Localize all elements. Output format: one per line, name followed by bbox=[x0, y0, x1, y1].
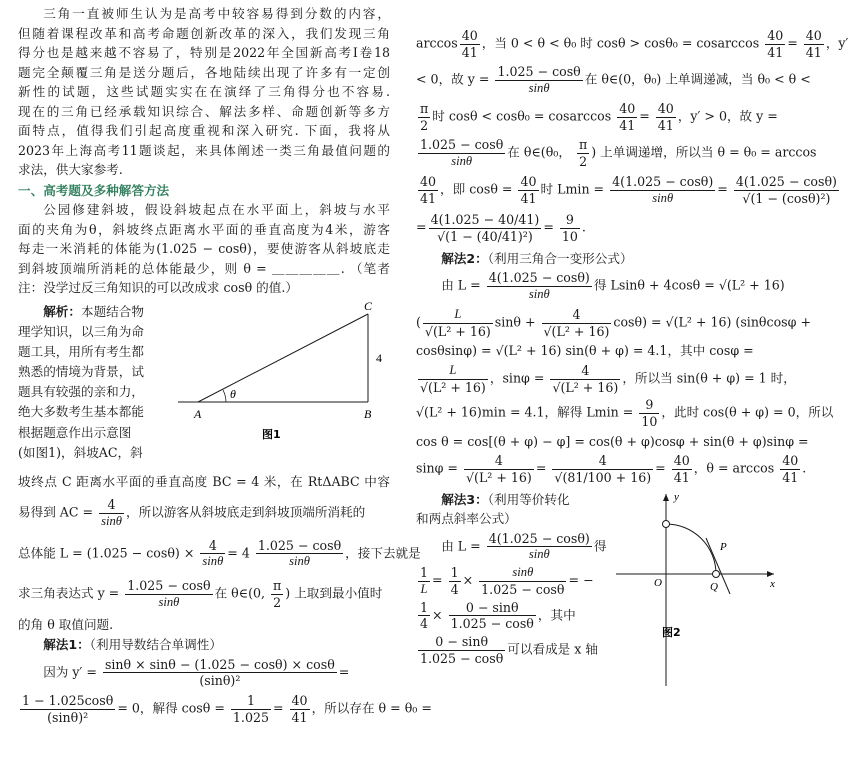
m2-line4: $\frac{L}{\text{√(L² + 16)}}$ ，sinφ = $\frac{4}{\text{√(L² + 16)}}$ ，所以当 sin(θ + φ) = 1 时， bbox=[420, 362, 796, 395]
intro-line: 2023年上海高考11题谈起，来具体阐述一类三角最值问题的 bbox=[18, 142, 390, 158]
problem-line: 公园修建斜坡，假设斜坡起点在水平面上，斜坡与水平 bbox=[43, 202, 390, 218]
figure-1-caption: 图1 bbox=[262, 427, 281, 441]
method1-title: 解法1：（利用导数结合单调性） bbox=[43, 637, 222, 653]
m2-line3: cosθsinφ) = √(L² + 16) sin(θ + φ) = 4.1，其中 cosφ = bbox=[416, 343, 754, 359]
intro-line: 求法，供大家参考. bbox=[18, 162, 123, 178]
analysis-line: 熟悉的情境为背景，试 bbox=[18, 364, 144, 380]
label-height: 4 bbox=[376, 350, 382, 365]
r3: $\frac{\pi}{2}$ 时 cosθ < cosθ₀ = cosarccos $\frac{40}{41}$ = $\frac{40}{41}$ ，y′ > 0，故 y = bbox=[420, 100, 778, 133]
analysis-line: (如图1)，斜坡AC，斜 bbox=[18, 444, 143, 460]
problem-line: 每走一米消耗的体能为(1.025 − cosθ)，要使游客从斜坡底走 bbox=[18, 241, 390, 257]
analysis-line: 理学知识，以三角为命 bbox=[18, 323, 144, 339]
r5: $\frac{40}{41}$ ，即 cosθ = $\frac{40}{41}$ 时 Lmin = $\frac{4(1.025 - \cos\theta)}{\sin\theta}$ = $\frac{4(1.025 - \cos\theta)}{\text{√(1 − (cosθ)²)}}$ bbox=[420, 173, 837, 206]
label-A: A bbox=[194, 406, 202, 421]
intro-line: 题完全颠覆三角是送分题后，各地陆续出现了许多有一定创 bbox=[18, 64, 390, 80]
analysis-line: 绝大多数考生基本都能 bbox=[18, 404, 144, 420]
label-y: y bbox=[674, 490, 679, 503]
x-arrow bbox=[767, 571, 774, 577]
ask-end: 的角 θ 取值问题. bbox=[18, 616, 114, 632]
problem-line: 到斜坡顶端所消耗的总体能最少，则 θ = ＿＿＿＿＿. （笔者 bbox=[18, 260, 390, 276]
y-arrow bbox=[663, 494, 669, 501]
unit-circle-arc bbox=[666, 524, 716, 574]
method3-block: 解法3：（利用等价转化 和两点斜率公式） 由 L = $\frac{4(1.025 - \cos\theta)}{\sin\theta}$ 得 $\frac{1}{L}$ = $\frac{1}{4}$ × $\frac{\sin\theta}{1.025 - \cos\theta}$ = − $\frac{1}{4}$ × $\frac{0 - \sin\theta}{1.025 - \cos\theta}$ ，其中 $\frac{0 - \sin\theta}{1.025 - \cos\theta}$ 可以看成是 x 轴 y x O P Q 图2 bbox=[416, 490, 784, 690]
label-P: P bbox=[720, 540, 727, 553]
intro-paragraph bbox=[18, 0, 390, 180]
label-C: C bbox=[364, 298, 373, 313]
m2-line7: sinφ = $\frac{4}{\text{√(L² + 16)}}$ = $\frac{4}{√(81/100 + 16)}$ = $\frac{40}{41}$ ，θ = arccos $\frac{40}{41}$ . bbox=[416, 453, 807, 485]
r2: < 0，故 y = $\frac{1.025 - \cos\theta}{\sin\theta}$ 在 θ∈(0，θ₀) 上单调递减，当 θ₀ < θ < bbox=[416, 64, 811, 96]
r1: arccos $\frac{40}{41}$ ，当 0 < θ < θ₀ 时 cosθ > cosθ₀ = cosarccos $\frac{40}{41}$ = $\frac{40}{41}$ ，y′ bbox=[416, 28, 848, 60]
ac-line: 易得到 AC = $\frac{4}{\sin\theta}$ ，所以游客从斜坡底走到斜坡顶端所消耗的 bbox=[18, 497, 366, 528]
analysis-line: 题具有较强的亲和力， bbox=[18, 384, 144, 400]
problem-line: 面的夹角为θ，斜坡终点距离水平面的垂直高度为4米，游客 bbox=[18, 221, 390, 237]
point-Q bbox=[713, 570, 720, 577]
label-x: x bbox=[770, 577, 775, 590]
m2-line6: cos θ = cos[(θ + φ) − φ] = cos(θ + φ)cosφ + sin(θ + φ)sinφ = bbox=[416, 433, 809, 449]
intro-line: 但随着课程改革和高考命题创新改革的深入，我们发现三角 bbox=[18, 25, 390, 41]
intro-line: 三角一直被师生认为是高考中较容易得到分数的内容， bbox=[43, 6, 390, 21]
m2-line2: ( $\frac{L}{\text{√(L² + 16)}}$ sinθ + $\frac{4}{\text{√(L² + 16)}}$ cosθ) = √(L² + 16) (sinθcosφ + bbox=[416, 306, 811, 339]
analysis-line: 本题结合物 bbox=[80, 303, 144, 319]
solve-line: $\frac{1 - 1.025\cos\theta}{\text{(sinθ)²}}$ = 0，解得 cosθ = $\frac{1}{1.025}$ = $\frac{40}{41}$ ，所以存在 θ = θ₀ = bbox=[22, 693, 432, 725]
intro-line: 新性的试题，这些试题实实在在演绎了三角得分也不容易. bbox=[18, 84, 390, 100]
label-Q: Q bbox=[710, 580, 718, 593]
frac-4-over-sin: $\frac{4}{\sin\theta}$ bbox=[101, 497, 122, 528]
figure-1 bbox=[178, 300, 388, 450]
derivative-line: 因为 y′ = $\frac{\sin\theta \times \sin\theta - (1.025 - \cos\theta) \times \cos\theta}{\text{(sinθ)²}}$ = bbox=[43, 656, 350, 689]
para-bc: 坡终点 C 距离水平面的垂直高度 BC = 4 米，在 RtΔABC 中容 bbox=[18, 473, 390, 489]
right-column bbox=[416, 28, 848, 690]
analysis-line: 根据题意作出示意图 bbox=[18, 424, 132, 440]
section-heading: 一、高考题及多种解答方法 bbox=[18, 182, 170, 198]
method2-title: 解法2：（利用三角合一变形公式） bbox=[441, 250, 633, 266]
problem-paragraph bbox=[18, 200, 390, 298]
left-column bbox=[18, 0, 432, 726]
label-theta: θ bbox=[230, 386, 236, 401]
intro-line: 面特点，值得我们引起高度重视和深入研究. 下面，我将从 bbox=[18, 123, 390, 139]
figure-2 bbox=[606, 486, 782, 696]
problem-line: 注：没学过反三角知识的可以改成求 cosθ 的值.） bbox=[18, 280, 298, 296]
analysis-block bbox=[18, 298, 390, 470]
r6: = $\frac{4(1.025 - 40/41)}{\text{√(1 − (40/41)²)}}$ = $\frac{9}{10}$ . bbox=[416, 212, 586, 245]
intro-line: 得分也是越来越不容易了，特别是2022年全国新高考Ⅰ卷18 bbox=[18, 45, 390, 61]
ask-line: 求三角表达式 y = $\frac{1.025 - \cos\theta}{\sin\theta}$ 在 θ∈(0, $\frac{\pi}{2}$ ) 上取到最小值时 bbox=[18, 578, 383, 610]
analysis-label: 解析： bbox=[43, 303, 81, 319]
r4: $\frac{1.025 - \cos\theta}{\sin\theta}$ 在 θ∈(θ₀， $\frac{\pi}{2}$ ) 上单调递增，所以当 θ = θ₀ = arccos bbox=[420, 137, 817, 170]
label-B: B bbox=[364, 406, 372, 421]
m2-line1: 由 L = $\frac{4(1.025 - \cos\theta)}{\sin\theta}$ 得 Lsinθ + 4cosθ = √(L² + 16) bbox=[441, 270, 785, 302]
m2-line5: √(L² + 16)min = 4.1，解得 Lmin = $\frac{9}{10}$ ，此时 cos(θ + φ) = 0，所以 bbox=[416, 397, 834, 429]
slope-line bbox=[198, 314, 368, 402]
figure-2-caption: 图2 bbox=[662, 625, 681, 639]
point-top bbox=[663, 520, 670, 527]
total-energy-line: 总体能 L = (1.025 − cosθ) × $\frac{4}{\sin\theta}$ = 4 $\frac{1.025 - \cos\theta}{\sin\theta}$ ，接下去就是 bbox=[18, 537, 421, 569]
intro-line: 现在的三角已经承载知识综合、解法多样、命题创新等多方 bbox=[18, 103, 390, 119]
label-O: O bbox=[654, 576, 662, 589]
angle-arc bbox=[223, 390, 226, 402]
analysis-line: 题工具，用所有考生都 bbox=[18, 344, 144, 360]
